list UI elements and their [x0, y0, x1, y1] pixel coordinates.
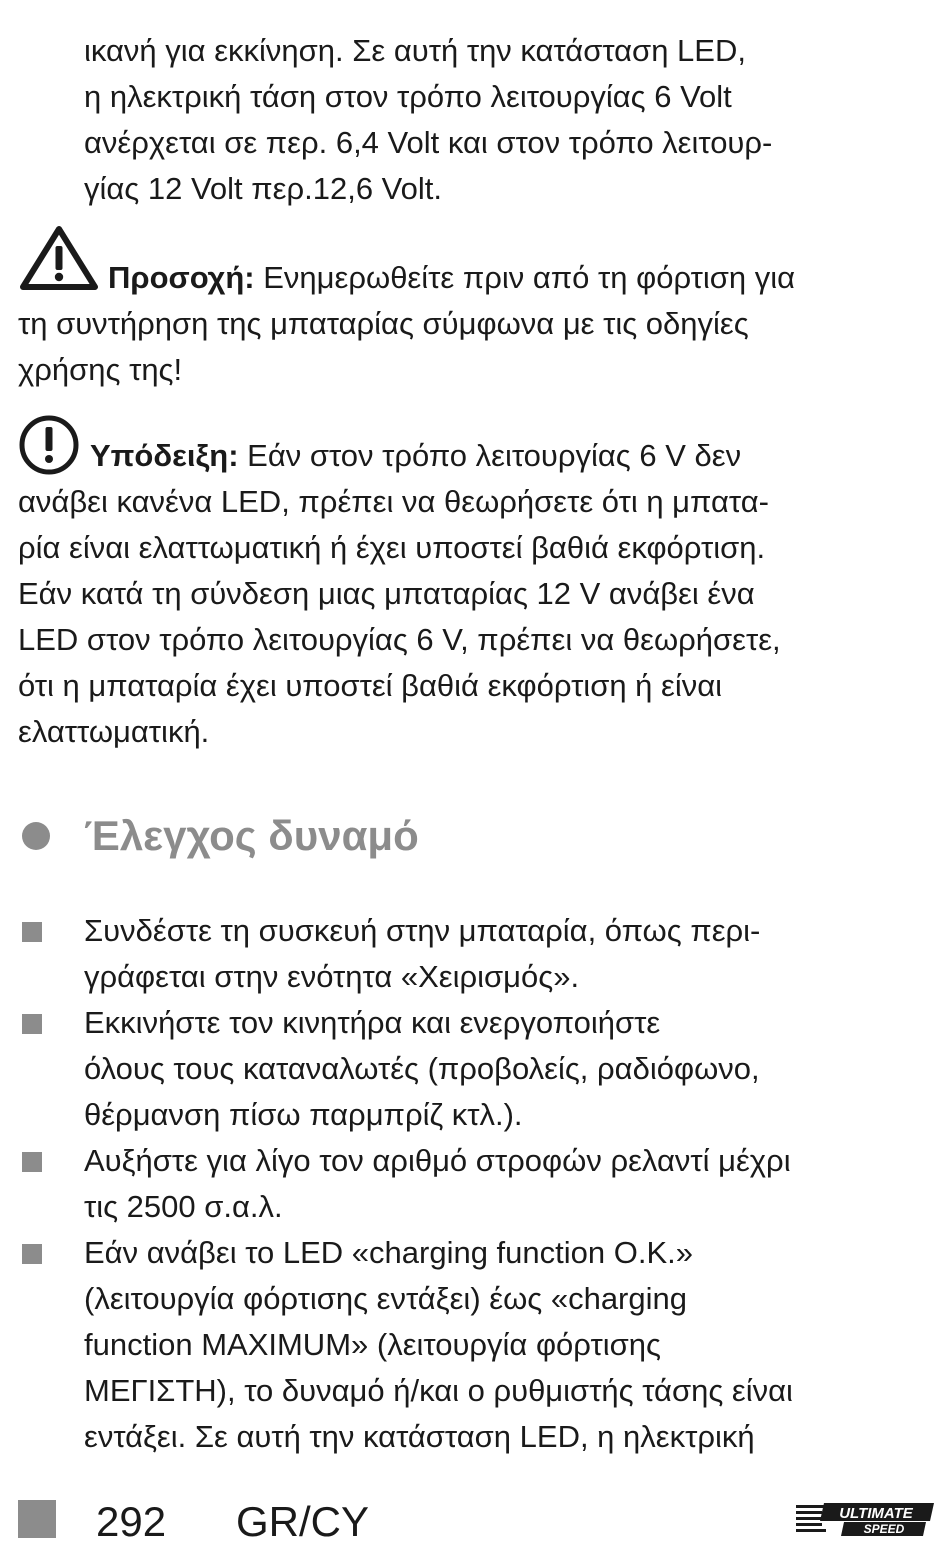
list-item: [18, 908, 928, 1000]
caution-first-line: [18, 224, 928, 301]
square-bullet-icon: [22, 1014, 42, 1034]
logo-line2: SPEED: [863, 1522, 905, 1536]
page-footer: [18, 1497, 936, 1551]
text-line: γίας 12 Volt περ.12,6 Volt.: [84, 171, 442, 206]
text-line: γράφεται στην ενότητα «Χειρισμός».: [84, 959, 580, 994]
text-line: ότι η μπαταρία έχει υποστεί βαθιά εκφόρτιση ή είναι: [18, 668, 723, 703]
note-label: Υπόδειξη:: [90, 438, 239, 473]
square-bullet-icon: [22, 1244, 42, 1264]
text-line: τη συντήρηση της μπαταρίας σύμφωνα με τις οδηγίες: [18, 306, 749, 341]
section-heading: [18, 806, 419, 866]
text-line: ελαττωματική.: [18, 714, 210, 749]
text-line: θέρμανση πίσω παρμπρίζ κτλ.).: [84, 1097, 523, 1132]
caution-label: Προσοχή:: [108, 260, 255, 295]
text-line: ανάβει κανένα LED, πρέπει να θεωρήσετε ότι η μπατα-: [18, 484, 769, 519]
note-first-line: [18, 414, 928, 479]
text-line: ρία είναι ελαττωματική ή έχει υποστεί βαθιά εκφόρτιση.: [18, 530, 766, 565]
page-number: 292: [96, 1498, 167, 1545]
text-line: χρήσης της!: [18, 352, 183, 387]
text-line: ΜΕΓΙΣΤΗ), το δυναμό ή/και ο ρυθμιστής τάσης είναι: [84, 1373, 793, 1408]
text-line: η ηλεκτρική τάση στον τρόπο λειτουργίας 6 Volt: [84, 79, 732, 114]
warning-triangle-icon: [18, 224, 100, 292]
text-line: Εκκινήστε τον κινητήρα και ενεργοποιήστε: [84, 1005, 661, 1040]
caution-text: Ενημερωθείτε πριν από τη φόρτιση για: [254, 260, 796, 295]
text-line: Αυξήστε για λίγο τον αριθμό στροφών ρελαντί μέχρι: [84, 1143, 791, 1178]
language-code: GR/CY: [236, 1498, 370, 1545]
text-line: όλους τους καταναλωτές (προβολείς, ραδιόφωνο,: [84, 1051, 760, 1086]
text-line: LED στον τρόπο λειτουργίας 6 V, πρέπει να θεωρήσετε,: [18, 622, 781, 657]
text-line: εντάξει. Σε αυτή την κατάσταση LED, η ηλεκτρική: [84, 1419, 755, 1454]
square-bullet-icon: [22, 1152, 42, 1172]
section-title: Έλεγχος δυναμό: [84, 812, 419, 859]
logo-line1: ULTIMATE: [839, 1505, 913, 1522]
intro-paragraph: [84, 28, 928, 212]
ultimate-speed-logo: [794, 1497, 936, 1541]
square-bullet-icon: [22, 922, 42, 942]
footer-square-icon: [18, 1500, 56, 1538]
text-line: function MAXIMUM» (λειτουργία φόρτισης: [84, 1327, 661, 1362]
text-line: (λειτουργία φόρτισης εντάξει) έως «charging: [84, 1281, 687, 1316]
text-line: ικανή για εκκίνηση. Σε αυτή την κατάσταση LED,: [84, 33, 746, 68]
caution-paragraph: [18, 224, 928, 393]
bullet-dot-icon: [22, 822, 50, 850]
exclamation-circle-icon: [18, 414, 80, 476]
text-line: Εάν ανάβει το LED «charging function O.K.»: [84, 1235, 693, 1270]
list-item: [18, 1138, 928, 1230]
list-item: [18, 1000, 928, 1138]
note-paragraph: [18, 414, 928, 755]
text-line: Συνδέστε τη συσκευή στην μπαταρία, όπως περι-: [84, 913, 761, 948]
text-line: ανέρχεται σε περ. 6,4 Volt και στον τρόπο λειτουρ-: [84, 125, 773, 160]
steps-list: [18, 908, 928, 1460]
text-line: Εάν κατά τη σύνδεση μιας μπαταρίας 12 V ανάβει ένα: [18, 576, 755, 611]
list-item: [18, 1230, 928, 1460]
text-line: τις 2500 σ.α.λ.: [84, 1189, 283, 1224]
note-text: Εάν στον τρόπο λειτουργίας 6 V δεν: [238, 438, 742, 473]
